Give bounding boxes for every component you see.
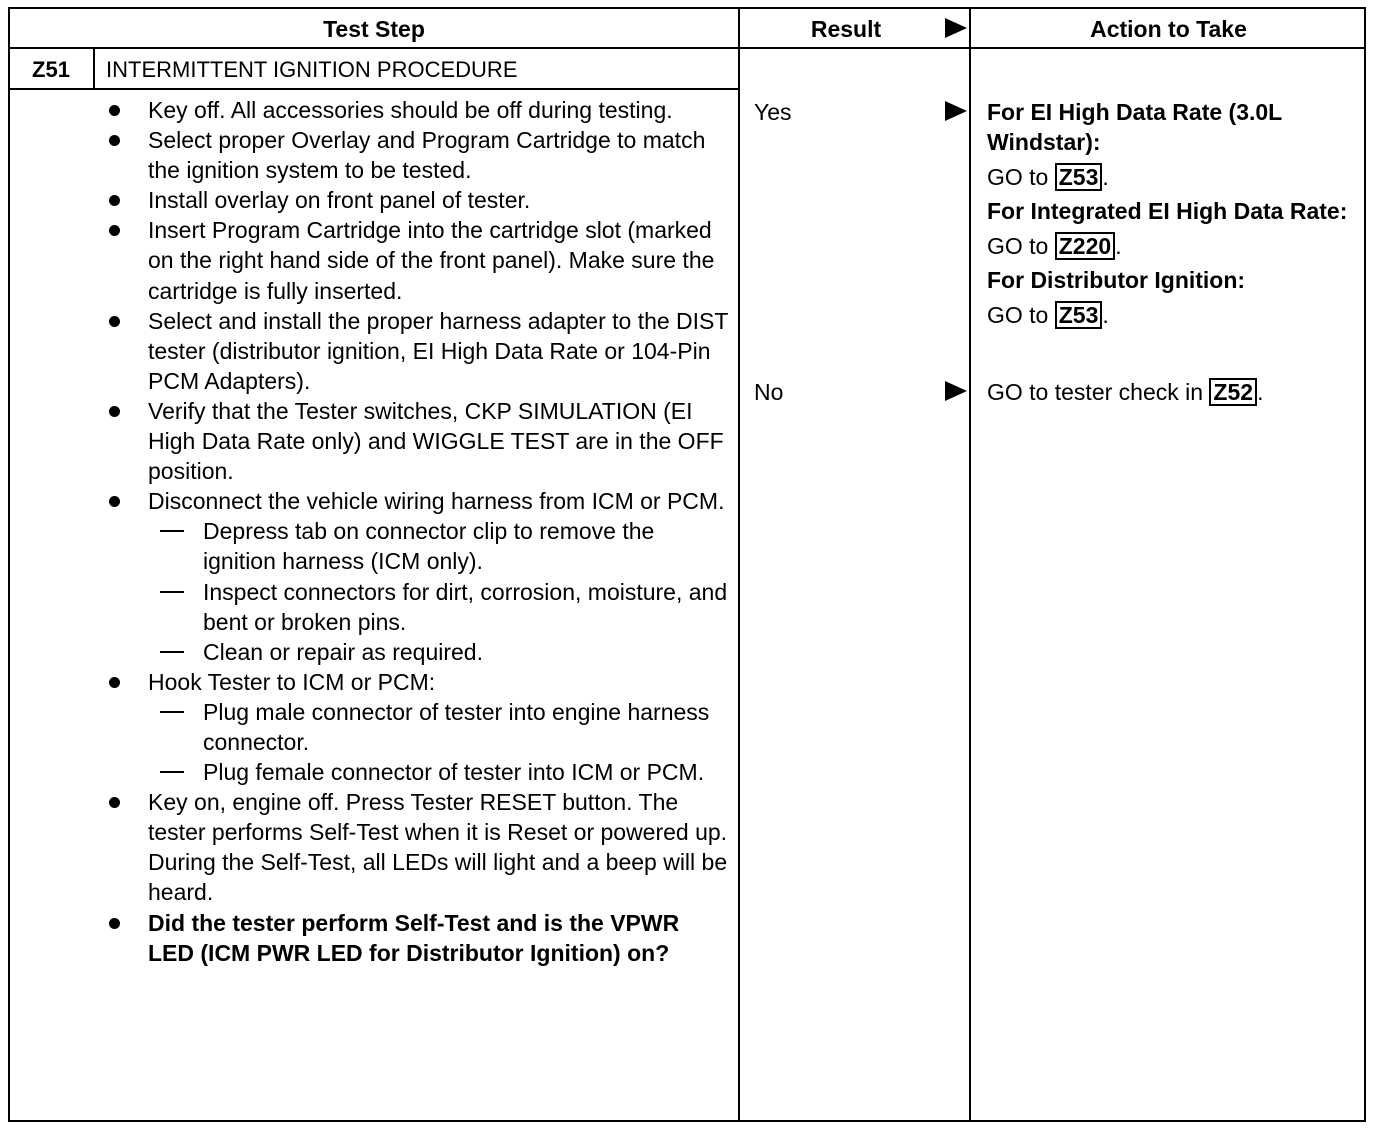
procedure-item-hook — [100, 667, 730, 787]
sub-step-list — [148, 697, 730, 787]
action-yes — [987, 97, 1357, 330]
procedure-item-text: Disconnect the vehicle wiring harness from ICM or PCM. — [148, 488, 725, 515]
action-heading: For Distributor Ignition: — [987, 267, 1246, 293]
sub-step: Plug female connector of tester into ICM or PCM. — [148, 757, 730, 787]
action-goto — [987, 300, 1357, 330]
action-goto — [987, 231, 1357, 261]
header-test-step: Test Step — [323, 16, 425, 42]
goto-end: . — [1102, 164, 1109, 190]
action-no — [987, 377, 1357, 407]
procedure-item: Select and install the proper harness adapter to the DIST tester (distributor ignition, EI High Data Rate or 104-Pin PCM Adapters). — [100, 306, 730, 396]
goto-text: GO to tester check in — [987, 379, 1204, 405]
action-heading: For Integrated EI High Data Rate: — [987, 198, 1348, 224]
procedure-item: Key off. All accessories should be off during testing. — [100, 95, 730, 125]
step-reference-link[interactable]: Z53 — [1055, 163, 1103, 191]
header-result: Result — [810, 16, 882, 42]
procedure-item: Verify that the Tester switches, CKP SIMULATION (EI High Data Rate only) and WIGGLE TEST are in the OFF position. — [100, 396, 730, 486]
sub-step: Plug male connector of tester into engine harness connector. — [148, 697, 730, 757]
step-reference-link[interactable]: Z53 — [1055, 301, 1103, 329]
procedure-list — [100, 95, 730, 968]
procedure-question: Did the tester perform Self-Test and is the VPWR LED (ICM PWR LED for Distributor Ignition) on? — [100, 908, 730, 968]
step-reference-link[interactable]: Z220 — [1055, 232, 1115, 260]
goto-end: . — [1257, 379, 1264, 405]
step-id: Z51 — [32, 57, 70, 82]
procedure-item-text: Hook Tester to ICM or PCM: — [148, 668, 436, 695]
goto-end: . — [1102, 302, 1109, 328]
sub-step: Inspect connectors for dirt, corrosion, moisture, and bent or broken pins. — [148, 577, 730, 637]
sub-step: Clean or repair as required. — [148, 637, 730, 667]
header-arrow-icon — [945, 18, 967, 43]
step-title: INTERMITTENT IGNITION PROCEDURE — [106, 57, 518, 82]
column-divider-action — [969, 8, 971, 1121]
action-goto — [987, 162, 1357, 192]
goto-text: GO to — [987, 302, 1049, 328]
procedure-item: Key on, engine off. Press Tester RESET button. The tester performs Self-Test when it is Reset or powered up. During the Self-Test, all LEDs will light and a beep will be heard. — [100, 787, 730, 907]
goto-end: . — [1115, 233, 1122, 259]
column-divider-result — [738, 8, 740, 1121]
procedure-item: Insert Program Cartridge into the cartridge slot (marked on the right hand side of the front panel). Make sure the cartridge is fully inserted. — [100, 215, 730, 305]
step-id-divider — [93, 48, 95, 89]
step-title-underline — [8, 88, 738, 90]
action-heading: For EI High Data Rate (3.0L Windstar): — [987, 99, 1282, 155]
result-no-arrow-icon — [945, 381, 967, 406]
step-reference-link[interactable]: Z52 — [1209, 378, 1257, 406]
procedure-item: Select proper Overlay and Program Cartridge to match the ignition system to be tested. — [100, 125, 730, 185]
procedure-item: Install overlay on front panel of tester. — [100, 185, 730, 215]
result-no: No — [754, 379, 784, 405]
goto-text: GO to — [987, 233, 1049, 259]
result-yes: Yes — [754, 99, 792, 125]
result-yes-arrow-icon — [945, 101, 967, 126]
sub-step-list — [148, 516, 730, 666]
sub-step: Depress tab on connector clip to remove the ignition harness (ICM only). — [148, 516, 730, 576]
procedure-item-disconnect — [100, 486, 730, 667]
header-action: Action to Take — [1090, 16, 1247, 42]
goto-text: GO to — [987, 164, 1049, 190]
